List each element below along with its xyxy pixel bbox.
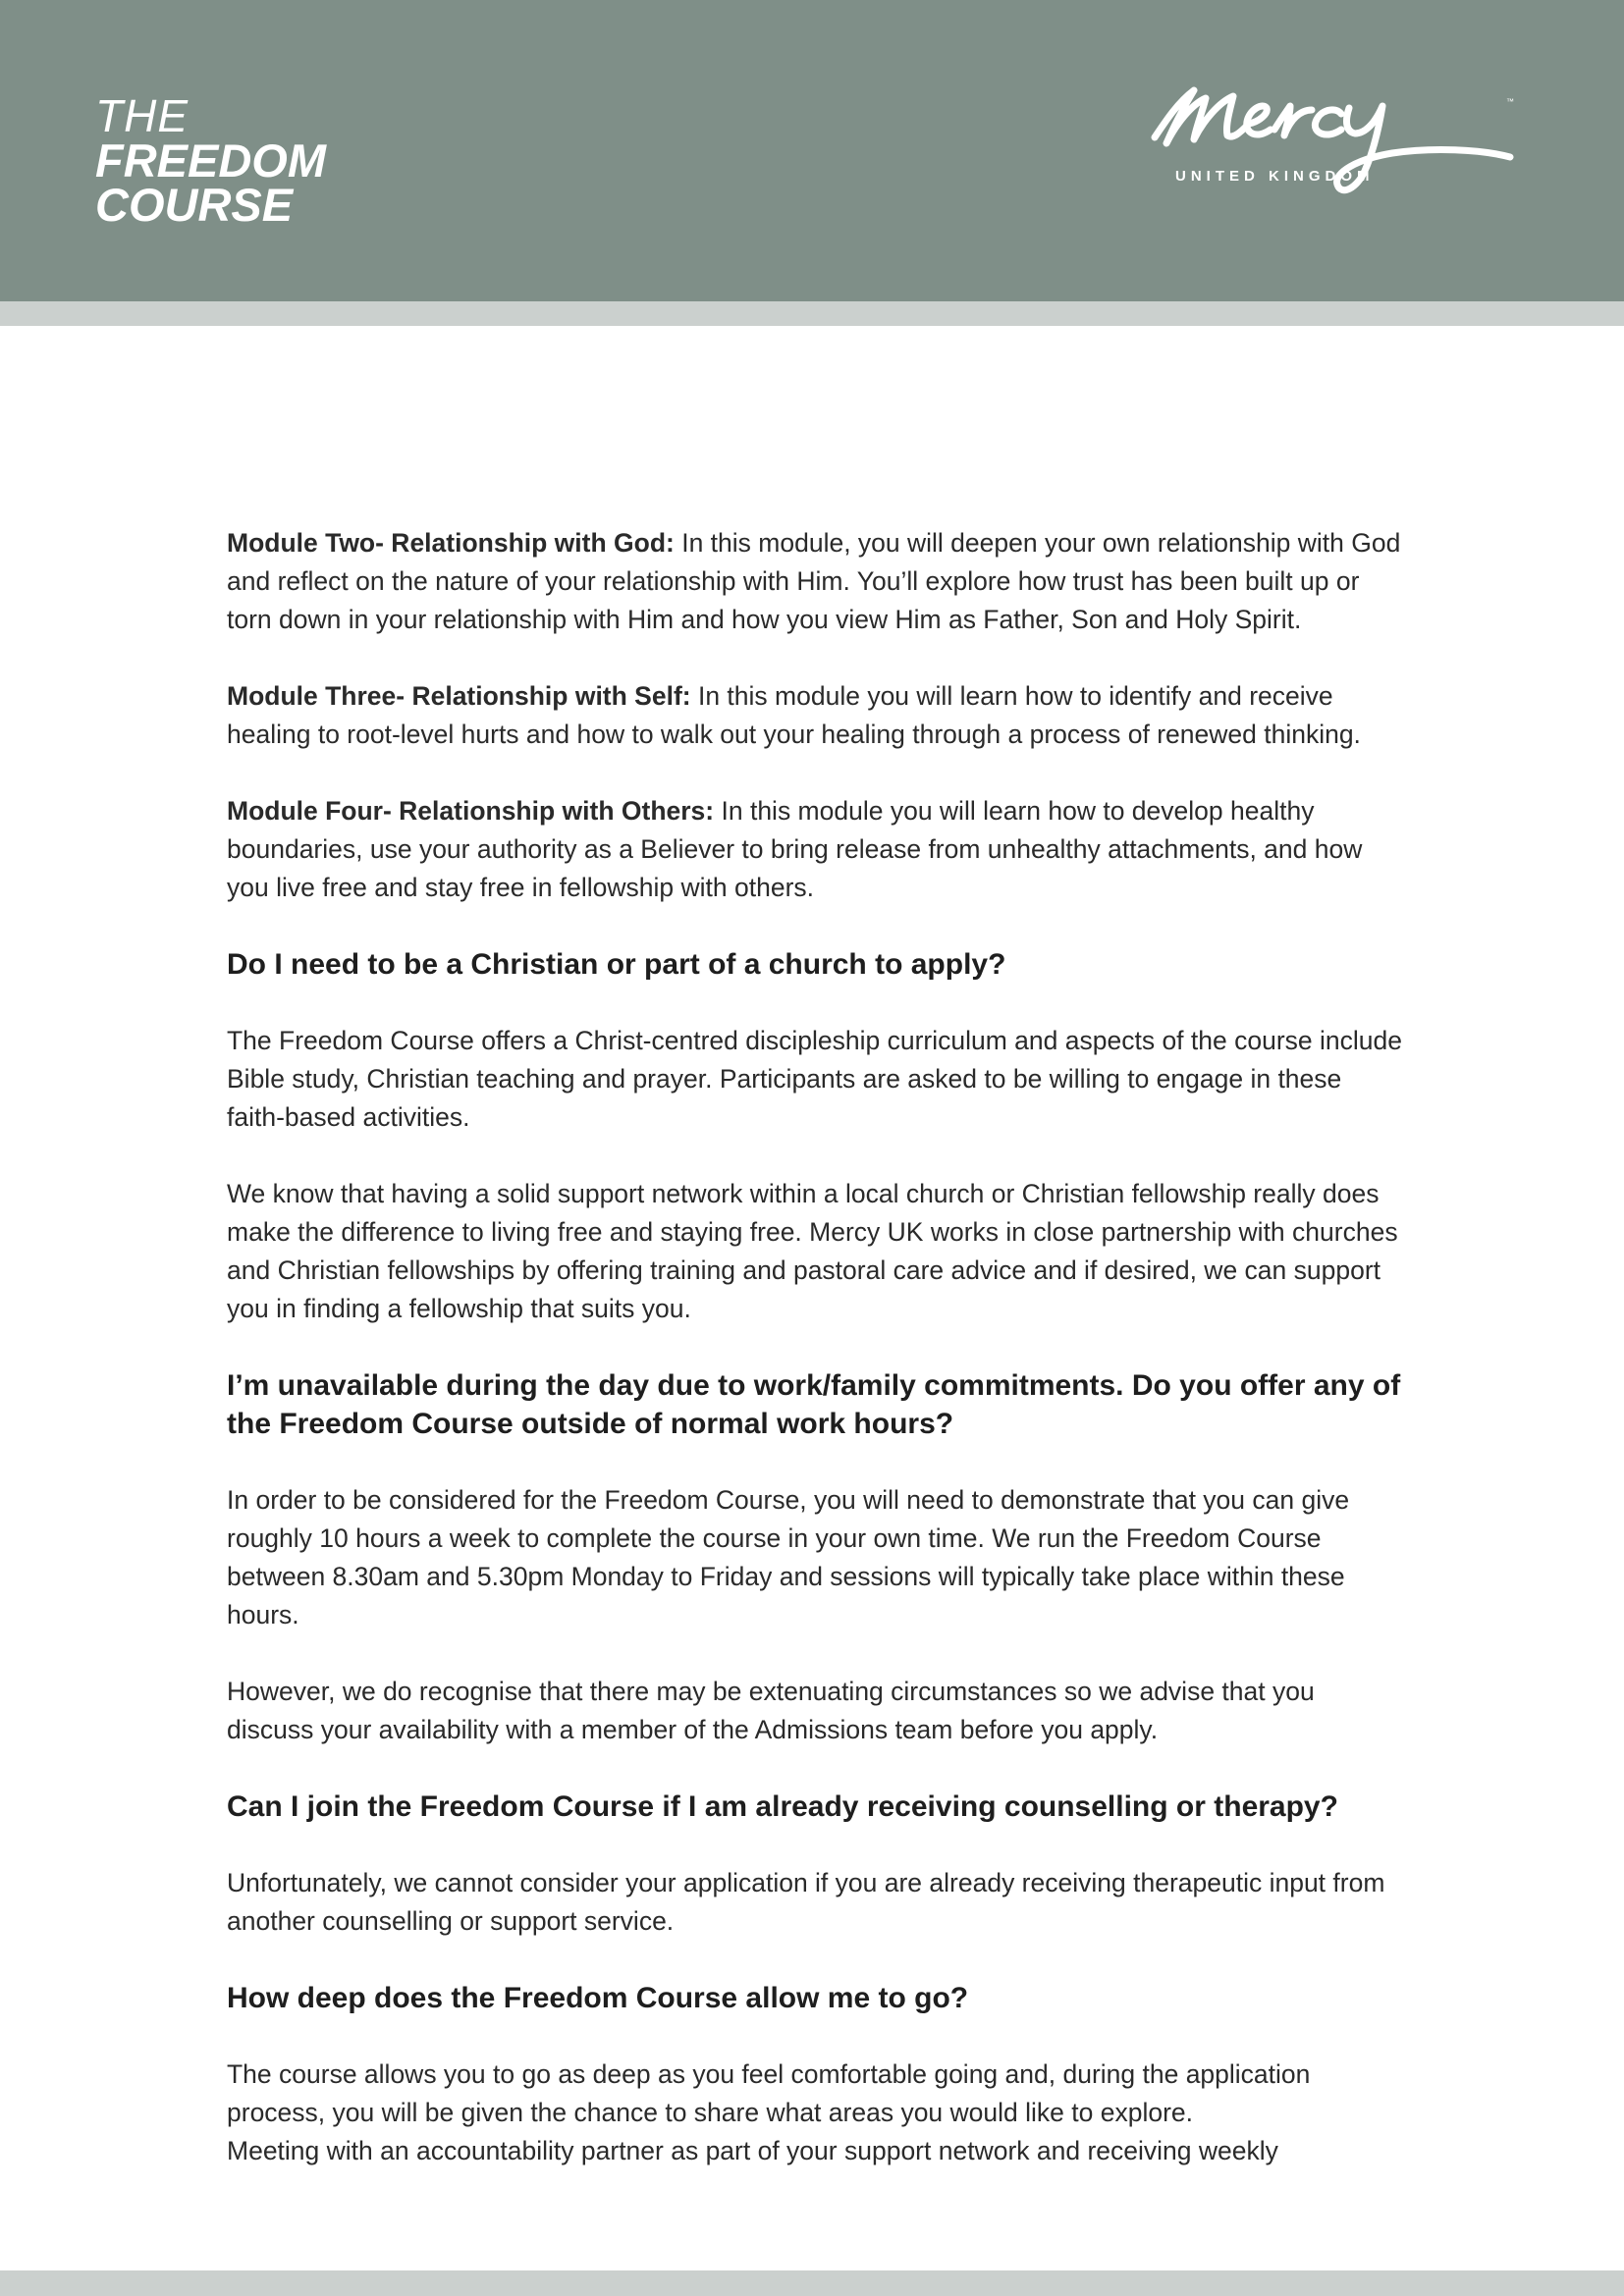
brand-subtitle: UNITED KINGDOM — [1175, 168, 1375, 185]
document-body — [227, 524, 1405, 2209]
header-divider-strip — [0, 301, 1624, 326]
module-four-text: In this module you will learn how to develop healthy boundaries, use your authority as a Believer to bring release from unhealthy attachments, and how you live free and stay free in fellowship with others. — [227, 796, 1363, 902]
paragraph-hours: In order to be considered for the Freedom Course, you will need to demonstrate that you can give roughly 10 hours a week to complete the course in your own time. We run the Freedom Course between 8.30am and 5.30pm Monday to Friday and sessions will typically take place within these hours. — [227, 1485, 1350, 1629]
module-two-paragraph — [227, 524, 1405, 639]
paragraph-support-network: We know that having a solid support network within a local church or Christian fellowship really does make the difference to living free and staying free. Mercy UK works in close partnership with churches and Christian fellowships by offering training and pastoral care advice and if desired, we can support you in finding a fellowship that suits you. — [227, 1179, 1398, 1323]
heading-how-deep: How deep does the Freedom Course allow me to go? — [227, 1982, 969, 2014]
paragraph-counselling: Unfortunately, we cannot consider your application if you are already receiving therapeutic input from another counselling or support service. — [227, 1868, 1385, 1936]
heading-availability: I’m unavailable during the day due to work/family commitments. Do you offer any of the Freedom Course outside of normal work hours? — [227, 1369, 1401, 1440]
freedom-course-logo — [95, 90, 326, 231]
mercy-logo — [1147, 80, 1540, 228]
heading-counselling: Can I join the Freedom Course if I am already receiving counselling or therapy? — [227, 1790, 1338, 1823]
paragraph-curriculum: The Freedom Course offers a Christ-centred discipleship curriculum and aspects of the course include Bible study, Christian teaching and prayer. Participants are asked to be willing to engage in these faith-based activities. — [227, 1026, 1402, 1132]
paragraph-how-deep — [227, 2056, 1405, 2170]
module-four-label: Module Four- Relationship with Others: — [227, 796, 715, 826]
paragraph-how-deep-line2: Meeting with an accountability partner as part of your support network and receiving weekly — [227, 2136, 1278, 2165]
footer-strip — [0, 2270, 1624, 2296]
module-three-paragraph — [227, 677, 1405, 754]
paragraph-extenuating: However, we do recognise that there may be extenuating circumstances so we advise that you discuss your availability with a member of the Admissions team before you apply. — [227, 1677, 1315, 1744]
module-two-label: Module Two- Relationship with God: — [227, 528, 675, 558]
module-four-paragraph — [227, 792, 1405, 907]
module-three-text: In this module you will learn how to identify and receive healing to root-level hurts and how to walk out your healing through a process of renewed thinking. — [227, 681, 1361, 749]
heading-christian-church: Do I need to be a Christian or part of a church to apply? — [227, 948, 1006, 981]
paragraph-how-deep-line1: The course allows you to go as deep as you feel comfortable going and, during the application process, you will be given the chance to share what areas you would like to explore. — [227, 2059, 1311, 2127]
trademark-symbol: ™ — [1506, 97, 1514, 106]
logo-course: COURSE — [95, 179, 294, 231]
module-three-label: Module Three- Relationship with Self: — [227, 681, 691, 711]
module-two-text: In this module, you will deepen your own relationship with God and reflect on the nature of your relationship with Him. You’ll explore how trust has been built up or torn down in your relationship with Him and how you view Him as Father, Son and Holy Spirit. — [227, 528, 1401, 634]
logo-the: THE — [95, 90, 189, 141]
logo-freedom: FREEDOM — [95, 134, 326, 187]
